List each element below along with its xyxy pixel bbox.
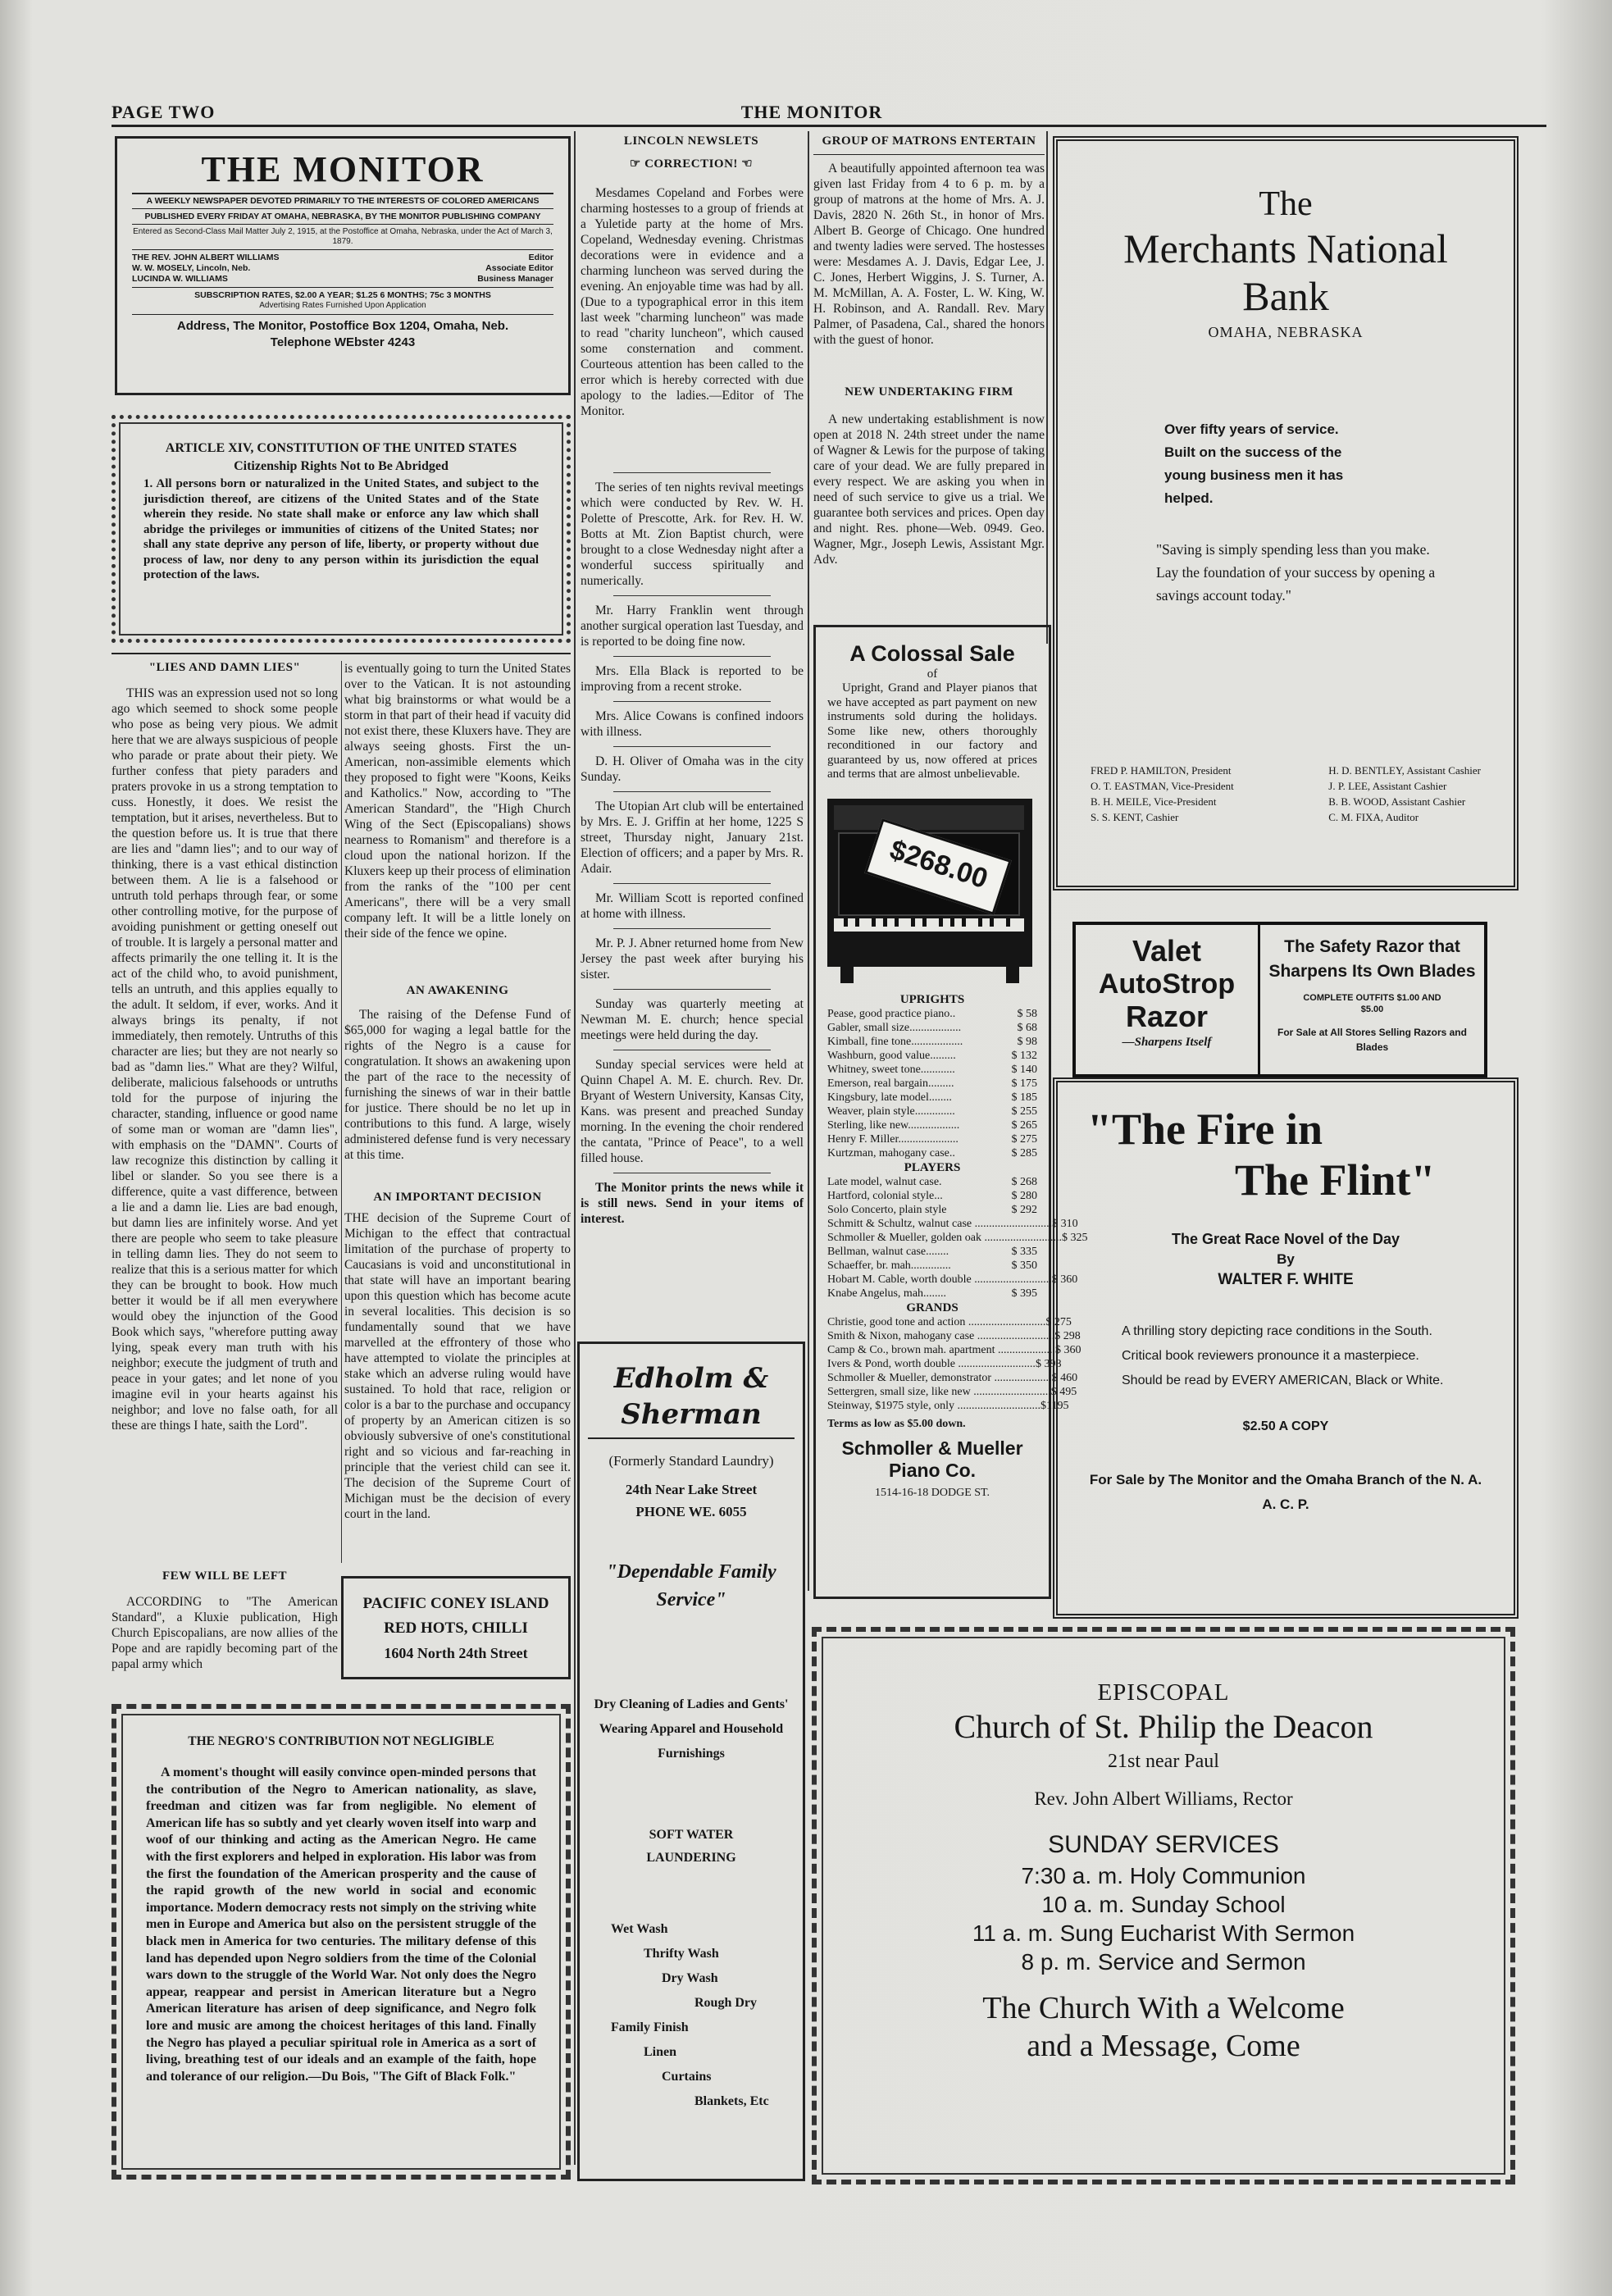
edholm-services: [588, 1917, 795, 2114]
piano-price-row: [827, 1105, 1037, 1118]
piano-price: $ 175: [1011, 1077, 1037, 1090]
piano-model: Bellman, walnut case........: [827, 1245, 949, 1258]
sale-of: of: [927, 667, 938, 681]
service-line: 7:30 a. m. Holy Communion: [1021, 1863, 1306, 1888]
lincoln-title: LINCOLN NEWSLETS: [623, 134, 759, 148]
masthead-box: [115, 136, 571, 395]
valet-l3: Razor: [1125, 1000, 1209, 1033]
piano-price: $ 335: [1011, 1245, 1037, 1258]
piano-model: Solo Concerto, plain style: [827, 1203, 947, 1216]
fire-description: Should be read by EVERY AMERICAN, Black or White.: [1122, 1374, 1444, 1387]
piano-model: Settergren, small size, like new ...........................: [827, 1385, 1051, 1398]
piano-price: $ 275: [1045, 1315, 1072, 1328]
piano-price: $ 292: [1011, 1203, 1037, 1216]
piano-price-row: [827, 1399, 1069, 1413]
lincoln-item: D. H. Oliver of Omaha was in the city Sunday.: [581, 754, 804, 784]
service-item: Rough Dry: [694, 1996, 758, 2010]
section-rule: [112, 653, 571, 654]
church-welcome-2: and a Message, Come: [1027, 2029, 1300, 2063]
service-item: Family Finish: [611, 2020, 689, 2034]
section-rule: [813, 154, 1045, 155]
column-rule: [1046, 131, 1048, 644]
piano-price: $ 58: [1017, 1007, 1037, 1020]
service-item: Blankets, Etc: [694, 2094, 769, 2108]
sale-address: 1514-16-18 DODGE ST.: [874, 1486, 990, 1499]
header-rule: [112, 125, 1546, 127]
grands-list: [827, 1315, 1081, 1413]
service-item: Thrifty Wash: [644, 1947, 719, 1961]
piano-price-row: [827, 1385, 1077, 1399]
service-line: 11 a. m. Sung Eucharist With Sermon: [972, 1920, 1355, 1946]
piano-price: $ 265: [1011, 1118, 1037, 1132]
few-left-title: FEW WILL BE LEFT: [162, 1569, 288, 1583]
piano-model: Schmitt & Schultz, walnut case ...........................: [827, 1217, 1053, 1230]
fire-in-flint-ad: [1050, 1077, 1519, 1619]
bank-line: young business men it has: [1164, 467, 1344, 483]
subscription-rates: SUBSCRIPTION RATES, $2.00 A YEAR; $1.25 6 MONTHS; 75c 3 MONTHS: [194, 290, 491, 300]
divider: [613, 746, 771, 747]
piano-price: $ 298: [1054, 1329, 1081, 1342]
bank-quote: "Saving is simply spending less than you make. Lay the foundation of your success by opening a savings account today.": [1156, 541, 1436, 604]
divider: [613, 472, 771, 473]
piano-model: Emerson, real bargain.........: [827, 1077, 954, 1090]
piano-model: Washburn, good value.........: [827, 1049, 956, 1062]
staff-name: W. W. MOSELY, Lincoln, Neb.: [132, 263, 251, 273]
article-xiv-subtitle: Citizenship Rights Not to Be Abridged: [234, 459, 449, 473]
fire-description: Critical book reviewers pronounce it a masterpiece.: [1122, 1349, 1419, 1363]
piano-model: Sterling, like new..................: [827, 1118, 960, 1132]
edholm-logo: Edholm & Sherman: [588, 1360, 795, 1439]
piano-model: Kurtzman, mahogany case..: [827, 1146, 955, 1159]
piano-model: Late model, walnut case.: [827, 1175, 942, 1188]
divider: [613, 928, 771, 929]
officer: C. M. FIXA, Auditor: [1328, 811, 1419, 823]
valet-l2: AutoStrop: [1098, 968, 1236, 1000]
piano-model: Camp & Co., brown mah. apartment ....................: [827, 1343, 1056, 1356]
edholm-dry-cleaning: Dry Cleaning of Ladies and Gents' Wearing Apparel and Household Furnishings: [594, 1697, 789, 1761]
piano-price-row: [827, 1189, 1037, 1203]
service-line: 8 p. m. Service and Sermon: [1021, 1949, 1306, 1975]
divider: [613, 989, 771, 990]
piano-model: Christie, good tone and action ...........................: [827, 1315, 1046, 1328]
sale-intro: Upright, Grand and Player pianos that we have accepted as part payment on new instruments sold during the holidays. Some like new, others thoroughly reconditioned in our factory and guaranteed by us, now offered at prices and terms that are almost unbelievable.: [827, 681, 1037, 781]
piano-price-row: [827, 1175, 1037, 1189]
officers-left: [1091, 763, 1234, 825]
bank-ad: [1053, 136, 1519, 891]
church-rector: Rev. John Albert Williams, Rector: [1034, 1788, 1293, 1809]
piano-model: Hartford, colonial style...: [827, 1189, 943, 1202]
piano-model: Gabler, small size..................: [827, 1021, 962, 1034]
staff-role: Associate Editor: [485, 263, 553, 273]
service-line: 10 a. m. Sunday School: [1041, 1892, 1286, 1917]
piano-model: Knabe Angelus, mah........: [827, 1287, 947, 1300]
lincoln-item: The Utopian Art club will be entertained by Mrs. E. J. Griffin at her home, 1225 S street, Thursday night, January 21st. Election of officers; and a paper by Mrs. R. Adair.: [581, 800, 804, 876]
piano-price: $ 360: [1051, 1273, 1078, 1286]
staff-name: THE REV. JOHN ALBERT WILLIAMS: [132, 253, 280, 262]
bank-line: helped.: [1164, 490, 1214, 506]
correction-title: [579, 156, 804, 175]
service-item: Wet Wash: [611, 1922, 668, 1936]
piano-model: Schmoller & Mueller, golden oak ...........................: [827, 1231, 1063, 1244]
piano-price: $ 398: [1035, 1357, 1062, 1370]
lincoln-item: Sunday special services were held at Quinn Chapel A. M. E. church. Rev. Dr. Bryant of Western University, Kansas City, Kans. was present and preached Sunday morning. In the evening the choir rendered the cantata, "Prince of Peace", to a well filled house.: [581, 1058, 804, 1165]
uprights-title: UPRIGHTS: [899, 992, 965, 1006]
masthead-address: Address, The Monitor, Postoffice Box 1204, Omaha, Neb.: [176, 319, 509, 333]
service-item: Dry Wash: [662, 1971, 718, 1985]
sale-title: A Colossal Sale: [849, 641, 1015, 666]
piano-price-row: [827, 1273, 1078, 1287]
piano-price-row: [827, 1315, 1072, 1329]
lincoln-item: Mr. P. J. Abner returned home from New Jersey the past week after burying his sister.: [581, 936, 804, 982]
piano-price-row: [827, 1329, 1081, 1343]
piano-price: $ 185: [1011, 1091, 1037, 1104]
church-location: 21st near Paul: [1108, 1751, 1219, 1772]
page-number: PAGE TWO: [112, 102, 216, 122]
officer: H. D. BENTLEY, Assistant Cashier: [1328, 764, 1481, 777]
divider: [613, 701, 771, 702]
fire-price: $2.50 A COPY: [1242, 1419, 1329, 1433]
piano-price: $ 140: [1011, 1063, 1037, 1076]
piano-model: Kingsbury, late model........: [827, 1091, 952, 1104]
piano-price: $ 280: [1011, 1189, 1037, 1202]
undertaking-title: NEW UNDERTAKING FIRM: [845, 385, 1013, 399]
bank-city: OMAHA, NEBRASKA: [1208, 324, 1364, 340]
lincoln-item: Mr. Harry Franklin went through another surgical operation last Tuesday, and is reported to be doing fine now.: [581, 604, 804, 649]
officers-right: [1328, 763, 1481, 825]
decision-text: THE decision of the Supreme Court of Michigan to the effect that contractual limitation of the purchase of property to Caucasians is void and unconstitutional in that state will have an important bearing upon this question which has become acute in several localities. This decision is so fundamentally sound that we have marvelled at the effrontery of those who have attempted to violate the principles at stake which an adverse ruling would have sustained. To hold that race, religion or color is a bar to the purchase and occupancy of property by an American citizen is so obviously subversive of one's constitutional right and so vicious and far-reaching in principle that the veriest child can see it. The decision of the Supreme Court of Michigan must be the decision of every court in the land.: [344, 1211, 571, 1521]
church-pre: EPISCOPAL: [1097, 1679, 1230, 1706]
piano-price: $ 350: [1011, 1259, 1037, 1272]
bank-name-2: Bank: [1242, 273, 1329, 319]
piano-model: Hobart M. Cable, worth double ...........................: [827, 1273, 1052, 1286]
column-rule: [574, 131, 576, 2165]
bank-name-1: Merchants National: [1123, 226, 1448, 271]
piano-price-row: [827, 1287, 1037, 1301]
church-ad: [812, 1627, 1515, 2184]
undertaking-text: A new undertaking establishment is now open at 2018 N. 24th street under the name of Wagner & Lewis for the purpose of taking care of your dead. We are fully prepared in every respect. We are asking you when in need of such service to give us a trial. We guarantee both services and prices. Open day and night. Res. phone—Web. 0949. Geo. Wagner, Mgr., Joseph Lewis, Assistant Mgr. Adv.: [813, 412, 1045, 567]
piano-price-row: [827, 1118, 1037, 1132]
piano-price-row: [827, 1371, 1078, 1385]
bank-officers: [1091, 763, 1481, 825]
piano-price-row: [827, 1245, 1037, 1259]
grands-title: GRANDS: [906, 1301, 959, 1314]
piano-price: $ 395: [1011, 1287, 1037, 1300]
lies-title: "LIES AND DAMN LIES": [148, 661, 301, 674]
valet-l1: Valet: [1132, 934, 1202, 968]
piano-price: $1195: [1041, 1399, 1069, 1412]
fire-by: By: [1277, 1251, 1295, 1267]
valet-sharpens: —Sharpens Itself: [1122, 1036, 1212, 1049]
church-name: Church of St. Philip the Deacon: [954, 1708, 1373, 1745]
piano-model: Henry F. Miller.....................: [827, 1132, 959, 1146]
piano-price: $ 68: [1017, 1021, 1037, 1034]
article-xiv-box: [112, 415, 571, 643]
piano-price-row: [827, 1146, 1037, 1160]
piano-price-row: [827, 1259, 1037, 1273]
fire-title-1: "The Fire in: [1087, 1105, 1323, 1154]
piano-model: Steinway, $1975 style, only .............................: [827, 1399, 1041, 1412]
service-item: Curtains: [662, 2070, 712, 2084]
masthead-telephone: Telephone WEbster 4243: [270, 335, 416, 349]
piano-model: Schmoller & Mueller, demonstrator ....................: [827, 1371, 1052, 1384]
awakening-text: The raising of the Defense Fund of $65,000 for waging a legal battle for the rights of the Negro is a cause for congratulation. It shows an awakening upon the part of the race to the necessity of furnishing the sinews of war in their battle for justice. There should be no let up in contributions to this fund. A large, wisely administered defense fund is very necessary at this time.: [344, 1008, 571, 1162]
divider: [613, 595, 771, 596]
coney-l3: 1604 North 24th Street: [384, 1645, 528, 1661]
fire-sale: For Sale by The Monitor and the Omaha Branch of the N. A. A. C. P.: [1089, 1472, 1482, 1512]
piano-price-row: [827, 1049, 1037, 1063]
awakening-title: AN AWAKENING: [406, 984, 509, 997]
valet-outfits: COMPLETE OUTFITS $1.00 AND $5.00: [1303, 993, 1441, 1014]
piano-price: $ 285: [1011, 1146, 1037, 1159]
piano-model: Whitney, sweet tone............: [827, 1063, 955, 1076]
article-xiv-title: ARTICLE XIV, CONSTITUTION OF THE UNITED STATES: [165, 441, 517, 455]
matrons-title: GROUP OF MATRONS ENTERTAIN: [822, 134, 1036, 148]
edholm-phone: PHONE WE. 6055: [635, 1504, 747, 1519]
edholm-address: 24th Near Lake Street: [625, 1482, 758, 1497]
piano-price: $ 98: [1017, 1035, 1037, 1048]
piano-price-row: [827, 1217, 1078, 1231]
column-rule: [341, 661, 342, 1563]
bank-the: The: [1259, 185, 1313, 223]
hand-icon: ☞: [629, 157, 645, 171]
piano-price: $ 275: [1011, 1132, 1037, 1146]
lincoln-item: The series of ten nights revival meetings which were conducted by Rev. W. H. Polette of Prescotte, Ark. for Rev. H. W. Botts at Mt. Zion Baptist church, were brought to a close Wednesday night after a wonderful success spiritually and numerically.: [581, 481, 804, 588]
piano-price: $ 360: [1055, 1343, 1081, 1356]
piano-price: $ 310: [1052, 1217, 1078, 1230]
piano-price-row: [827, 1007, 1037, 1021]
piano-price-row: [827, 1357, 1062, 1371]
staff-role: Editor: [528, 253, 553, 262]
players-title: PLAYERS: [904, 1160, 961, 1174]
coney-island-ad: [341, 1576, 571, 1679]
officer: FRED P. HAMILTON, President: [1091, 764, 1232, 777]
officer: B. B. WOOD, Assistant Cashier: [1328, 795, 1466, 808]
piano-price-row: [827, 1132, 1037, 1146]
service-item: Linen: [644, 2045, 677, 2059]
officer: S. S. KENT, Cashier: [1091, 811, 1179, 823]
piano-price: $ 325: [1062, 1231, 1088, 1244]
players-list: [827, 1175, 1088, 1301]
piano-model: Weaver, plain style..............: [827, 1105, 955, 1118]
lincoln-item: Sunday was quarterly meeting at Newman M. E. church; hence special meetings were held during the day.: [581, 997, 804, 1042]
coney-l1: PACIFIC CONEY ISLAND: [362, 1595, 549, 1612]
valet-autostrop-ad: [1072, 922, 1487, 1077]
services-title: SUNDAY SERVICES: [1048, 1831, 1279, 1858]
edholm-slogan: "Dependable Family Service": [606, 1561, 776, 1610]
decision-title: AN IMPORTANT DECISION: [373, 1191, 542, 1204]
matrons-text: A beautifully appointed afternoon tea was given last Friday from 4 to 6 p. m. by a group of matrons at the home of Mrs. A. J. Davis, 2820 N. 26th St., in honor of Mrs. Albert B. George of Chicago. One hundred and twenty ladies were served. The hostesses were: Mesdames A. J. Davis, Edgar Lee, J. C. Jones, Herbert Wiggins, J. S. Turner, A. M. McMillan, A. A. Foster, L. W. King, W. H. Robinson, and A. Randall. Rev. Mary Palmer, of Pasadena, Cal., shared the honors with the guest of honor.: [813, 162, 1045, 347]
piano-price-row: [827, 1343, 1081, 1357]
edholm-soft-water: SOFT WATER LAUNDERING: [646, 1828, 736, 1865]
piano-price-row: [827, 1077, 1037, 1091]
officer: J. P. LEE, Assistant Cashier: [1328, 780, 1447, 792]
uprights-list: [827, 1007, 1037, 1160]
piano-price-row: [827, 1203, 1037, 1217]
piano-model: Ivers & Pond, worth double ...........................: [827, 1357, 1036, 1370]
correction-title-text: CORRECTION!: [644, 157, 738, 171]
piano-model: Pease, good practice piano..: [827, 1007, 956, 1020]
lies-column-2: is eventually going to turn the United States over to the Vatican. It is not astounding what big brainstorms or what would be a storm in that part of their head if vacuity did not exist there, these Kluxers have. They are always seeing ghosts. First the un-American, non-assimible elements which they proposed to fight were "Koons, Keiks and Katholics." Now, according to "The American Standard", the "High Church Wing of the Sect (Episcopalians) shows nearness to Romanism" and therefore is a cloud upon the national horizon. If the Kluxers keep up their process of elimination from the ranks of the "100 per cent Americans", there will be a very small company left. It will be a little lonely on their side of the fence we opine.: [344, 662, 571, 941]
officer: B. H. MEILE, Vice-President: [1091, 795, 1217, 808]
lincoln-item: Mrs. Alice Cowans is confined indoors with illness.: [581, 709, 804, 739]
correction-text: Mesdames Copeland and Forbes were charming hostesses to a group of friends at a Yuletide party at the home of Mrs. Copeland, Wednesday evening. Christmas decorations were in evidence and a charming luncheon was served during the evening. An enjoyable time was had by all. (Due to a typographical error in this item last week "charming luncheon" was made to read "charity luncheon", which caused some consternation and comment. Courteous attention has been called to the error which is hereby corrected with due apology to the ladies.—Editor of The Monitor.: [581, 186, 804, 418]
piano-price: $ 132: [1011, 1049, 1037, 1062]
piano-price-row: [827, 1063, 1037, 1077]
coney-l2: RED HOTS, CHILLI: [384, 1620, 528, 1637]
divider: [613, 883, 771, 884]
valet-text: [1260, 925, 1484, 1074]
piano-sale-ad: [813, 625, 1088, 1599]
lies-column-1: THIS was an expression used not so long ago which seemed to shock some people who pose as being very pious. We admit here that we are always suspicious of people who parade or prate about their piety. We further confess that piety paraders and praters provoke in us a strong temptation to cuss. Honestly, it does. We resist the temptation, but it arises, nevertheless. But to the question before us. It is true that there are lies and "damn lies"; and to our way of thinking, there is a vast ethical distinction between them. A lie is a falsehood or untruth told perhaps through fear, or some other controlling motive, for the purpose of avoiding punishment or getting oneself out of trouble. It is largely a personal matter and affects primarily the one telling it. It is the act of the child who, to avoid punishment, tells an untruth, and this applies equally to the adult. It seldom, if ever, works. And it always brings its penalty, if not immediately, then remotely. Untruths of this character are lies; but they are not nearly so bad as "damn lies." What are they? Wilful, deliberate, malicious falsehoods or untruths told for the purpose of injuring the character, standing, influence or good name of some man or woman are "damn lies", with emphasis on the "DAMN". Courts of law recognize this distinction by calling it libel or slander. So you see there is a difference, quite a vast difference, between a lie and a damn lie. Lies are bad enough, but damn lies are infinitely worse. And yet there are people who seem to take pleasure in telling damn lies. They do not seem to realize that this is a serious matter for which they can be brought to book. How much better it would be if all men everywhere would obey the injunction of the Good Book which says, "wherefore putting away lying, speak every man truth with his neighbor; execute the judgment of truth and peace in your gates; and let none of you imagine evil in your hearts against his neighbor; and love no false oath, for all these are things I hate, saith the Lord".: [112, 686, 338, 1433]
piano-price-row: [827, 1091, 1037, 1105]
few-left-text: ACCORDING to "The American Standard", a Kluxie publication, High Church Episcopalians, are now allies of the Pope and are rapidly becoming part of the papal army which: [112, 1595, 338, 1671]
contribution-box: [112, 1704, 571, 2180]
valet-logo: [1076, 925, 1260, 1074]
divider: [613, 656, 771, 657]
column-rule: [808, 131, 809, 1591]
masthead-tagline: A WEEKLY NEWSPAPER DEVOTED PRIMARILY TO THE INTERESTS OF COLORED AMERICANS: [146, 196, 540, 206]
masthead-published: PUBLISHED EVERY FRIDAY AT OMAHA, NEBRASKA, BY THE MONITOR PUBLISHING COMPANY: [144, 212, 541, 221]
contribution-title: THE NEGRO'S CONTRIBUTION NOT NEGLIGIBLE: [188, 1734, 494, 1748]
advertising-rates: Advertising Rates Furnished Upon Application: [259, 301, 426, 310]
bank-line: Over fifty years of service.: [1164, 421, 1339, 437]
fire-author: WALTER F. WHITE: [1218, 1271, 1354, 1288]
piano-price: $ 268: [1011, 1175, 1037, 1188]
piano-price-row: [827, 1035, 1037, 1049]
lincoln-item: Mrs. Ella Black is reported to be improving from a recent stroke.: [581, 664, 804, 694]
article-xiv-text: 1. All persons born or naturalized in the United States, and subject to the jurisdiction thereof, are citizens of the United States and of the State wherein they reside. No state shall make or enforce any law which shall abridge the privileges or immunities of citizens of the United States; nor shall any state deprive any person of life, liberty, or property without due process of law, nor deny to any person within its jurisdiction the equal protection of the laws.: [143, 477, 539, 581]
staff-role: Business Manager: [477, 274, 553, 284]
piano-price-row: [827, 1021, 1037, 1035]
masthead-title: THE MONITOR: [201, 149, 485, 189]
piano-illustration: [822, 790, 1042, 986]
lincoln-footer: The Monitor prints the news while it is still news. Send in your items of interest.: [581, 1181, 804, 1226]
edholm-formerly: (Formerly Standard Laundry): [608, 1453, 774, 1469]
divider: [613, 791, 771, 792]
officer: O. T. EASTMAN, Vice-President: [1091, 780, 1234, 792]
masthead-entered: Entered as Second-Class Mail Matter July 2, 1915, at the Postoffice at Omaha, Nebraska, under the Act of March 3, 1879.: [133, 227, 553, 246]
piano-model: Schaeffer, br. mah..............: [827, 1259, 951, 1272]
fire-description: A thrilling story depicting race conditions in the South.: [1122, 1324, 1432, 1338]
valet-sale: For Sale at All Stores Selling Razors and Blades: [1277, 1027, 1467, 1053]
price-tag: $268.00: [864, 818, 1012, 915]
running-title: THE MONITOR: [740, 102, 883, 122]
valet-headline: The Safety Razor that Sharpens Its Own Blades: [1268, 937, 1476, 981]
church-welcome-1: The Church With a Welcome: [982, 1991, 1345, 2025]
piano-model: Smith & Nixon, mahogany case ...........................: [827, 1329, 1055, 1342]
piano-price: $ 460: [1051, 1371, 1078, 1384]
edholm-sherman-ad: [577, 1342, 805, 2181]
piano-price: $ 495: [1050, 1385, 1077, 1398]
bank-line: Built on the success of the: [1164, 444, 1342, 460]
fire-title-2: The Flint": [1235, 1155, 1436, 1205]
staff-name: LUCINDA W. WILLIAMS: [132, 274, 228, 284]
piano-model: Kimball, fine tone..................: [827, 1035, 963, 1048]
sale-company: Schmoller & Mueller Piano Co.: [841, 1437, 1023, 1481]
lincoln-item: Mr. William Scott is reported confined at home with illness.: [581, 891, 804, 921]
hand-icon: ☜: [737, 157, 754, 171]
lincoln-items: [581, 466, 804, 1310]
piano-price: $ 255: [1011, 1105, 1037, 1118]
contribution-text: A moment's thought will easily convince open-minded persons that the contribution of the Negro to American nationality, as slave, freedman and citizen was far from negligible. No element of American life has so subtly and yet clearly woven itself into warp and woof of our thinking and acting as the American Negro. He came with the first explorers and helped in exploration. His labor was from the first the foundation of the American prosperity and the cause of the rapid growth of the new world in social and economic importance. Modern democracy rests not simply on the striving white men in Europe and America but also on the persistent struggle of the black men in America for two centuries. The military defense of this land has depended upon Negro soldiers from the time of the Colonial wars down to the struggle of the World War. Not only does the Negro appear, reappear and persist in American literature but a Negro American literature has arisen of deep significance, and Negro folk lore and music are among the choicest heritages of this land. Finally the Negro has played a peculiar spiritual role in America as a sort of living, breathing test of our ideals and an example of the faith, hope and tolerance of our religion.—Du Bois, "The Gift of Black Folk.": [146, 1765, 536, 2084]
fire-subtitle: The Great Race Novel of the Day: [1171, 1231, 1400, 1247]
sale-terms: Terms as low as $5.00 down.: [827, 1417, 966, 1430]
piano-price-row: [827, 1231, 1088, 1245]
